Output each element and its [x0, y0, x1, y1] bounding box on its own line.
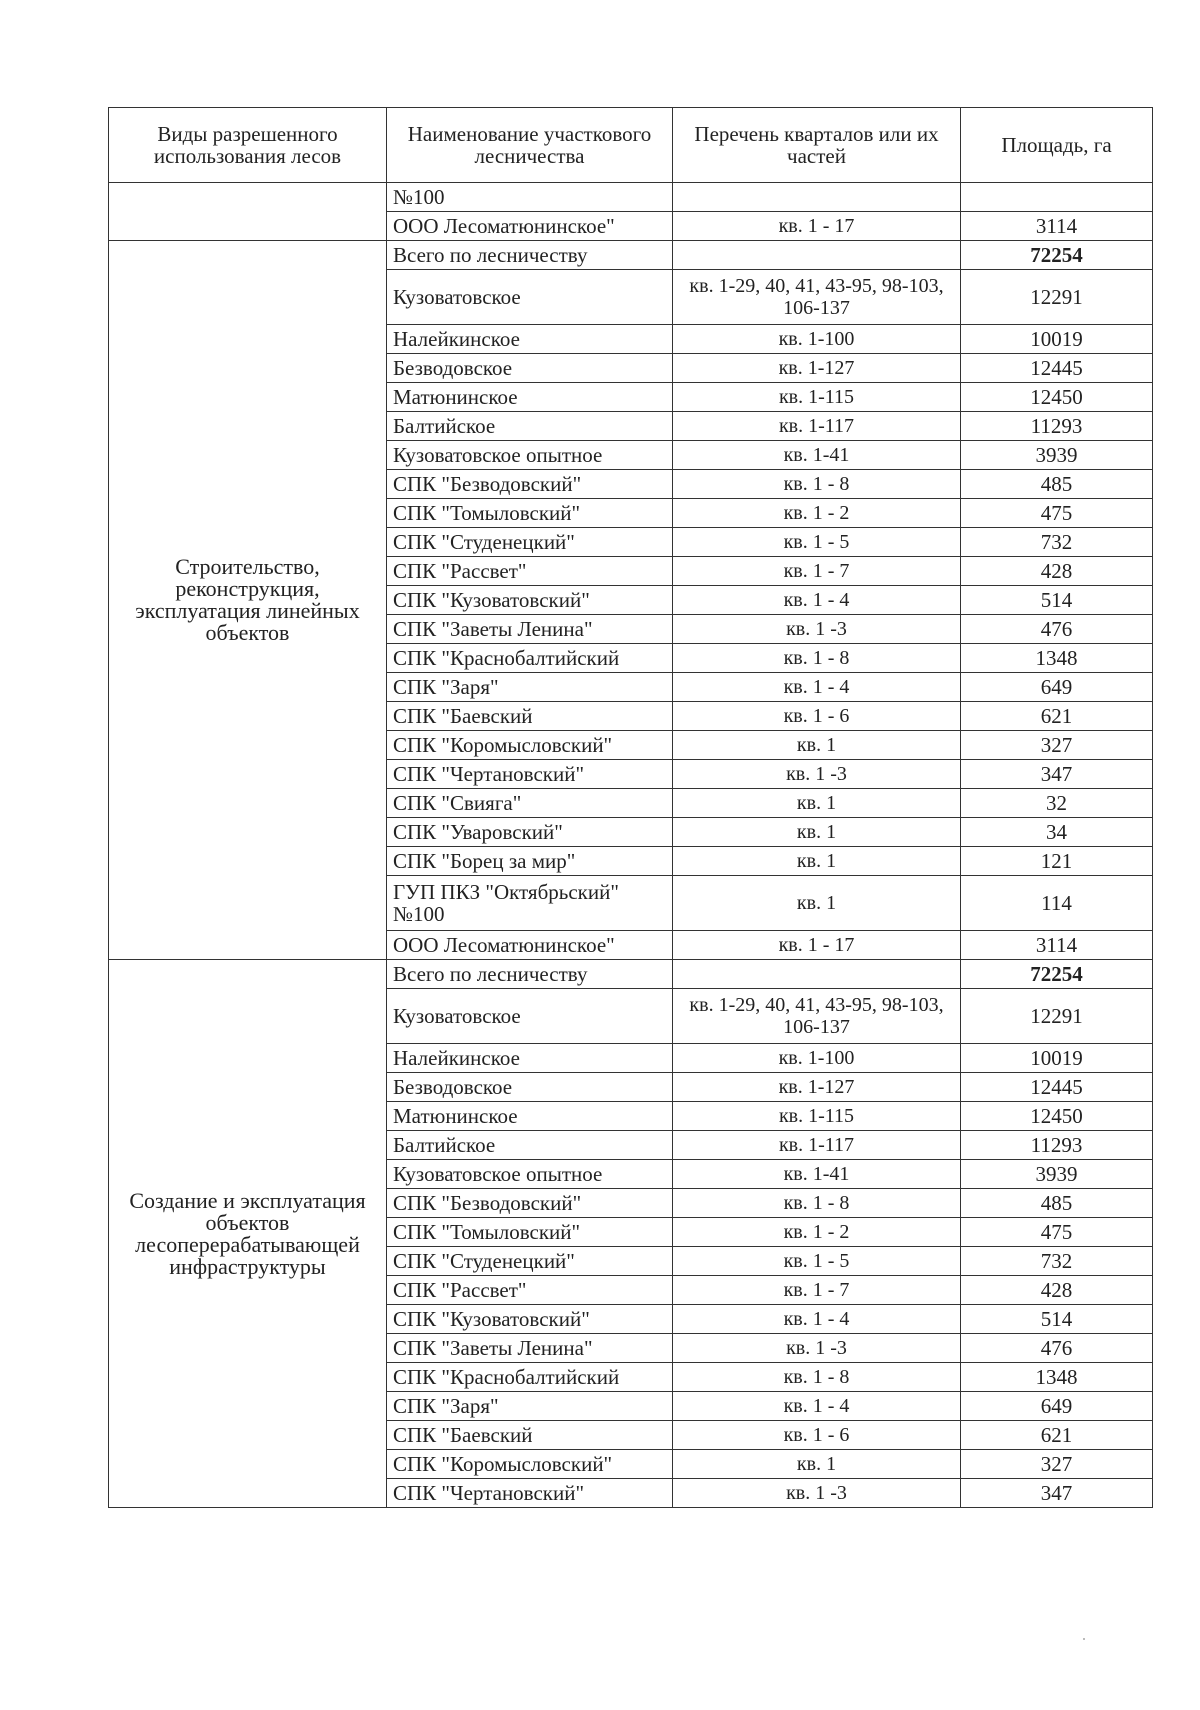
forestry-name-cell: СПК "Заветы Ленина" — [387, 615, 673, 644]
quarters-cell: кв. 1 - 5 — [673, 1247, 961, 1276]
forestry-name-cell: СПК "Рассвет" — [387, 557, 673, 586]
forestry-name-cell: СПК "Кузоватовский" — [387, 586, 673, 615]
quarters-cell: кв. 1-115 — [673, 1102, 961, 1131]
quarters-cell — [673, 183, 961, 212]
quarters-cell: кв. 1 - 17 — [673, 931, 961, 960]
area-cell: 10019 — [961, 325, 1153, 354]
forestry-name-cell: Балтийское — [387, 412, 673, 441]
forestry-name-cell: Матюнинское — [387, 383, 673, 412]
forestry-name-cell: Кузоватовское опытное — [387, 441, 673, 470]
forestry-name-cell: ГУП ПКЗ "Октябрьский" №100 — [387, 876, 673, 931]
quarters-cell: кв. 1 — [673, 1450, 961, 1479]
table-row — [109, 960, 1153, 989]
quarters-cell: кв. 1-117 — [673, 412, 961, 441]
forestry-name-cell: Налейкинское — [387, 325, 673, 354]
quarters-cell: кв. 1-29, 40, 41, 43-95, 98-103, 106-137 — [673, 989, 961, 1044]
area-cell: 10019 — [961, 1044, 1153, 1073]
area-cell: 428 — [961, 557, 1153, 586]
quarters-cell: кв. 1 -3 — [673, 760, 961, 789]
forestry-name-cell: Балтийское — [387, 1131, 673, 1160]
use-type-cell — [109, 183, 387, 241]
table-header-row — [109, 108, 1153, 183]
area-cell: 3939 — [961, 441, 1153, 470]
quarters-cell: кв. 1 - 4 — [673, 1392, 961, 1421]
quarters-cell: кв. 1 - 8 — [673, 644, 961, 673]
quarters-cell: кв. 1 - 2 — [673, 1218, 961, 1247]
quarters-cell: кв. 1 -3 — [673, 615, 961, 644]
quarters-cell: кв. 1 - 6 — [673, 702, 961, 731]
forestry-name-cell: СПК "Борец за мир" — [387, 847, 673, 876]
area-cell: 3114 — [961, 212, 1153, 241]
forestry-name-cell: Безводовское — [387, 1073, 673, 1102]
forestry-name-cell: СПК "Краснобалтийский — [387, 644, 673, 673]
header-area: Площадь, га — [961, 108, 1153, 183]
quarters-cell — [673, 241, 961, 270]
forestry-name-cell: Кузоватовское — [387, 270, 673, 325]
forestry-name-cell: Матюнинское — [387, 1102, 673, 1131]
area-cell: 11293 — [961, 1131, 1153, 1160]
forestry-name-cell: СПК "Кузоватовский" — [387, 1305, 673, 1334]
forestry-name-cell: СПК "Баевский — [387, 702, 673, 731]
forestry-name-cell: СПК "Краснобалтийский — [387, 1363, 673, 1392]
quarters-cell: кв. 1 - 7 — [673, 1276, 961, 1305]
quarters-cell: кв. 1 - 8 — [673, 470, 961, 499]
forest-use-table — [108, 107, 1153, 1508]
area-cell: 475 — [961, 499, 1153, 528]
area-cell: 476 — [961, 1334, 1153, 1363]
forestry-name-cell: №100 — [387, 183, 673, 212]
area-cell — [961, 183, 1153, 212]
area-cell: 12445 — [961, 1073, 1153, 1102]
header-use-type: Виды разрешенного использования лесов — [109, 108, 387, 183]
area-cell: 32 — [961, 789, 1153, 818]
quarters-cell: кв. 1 -3 — [673, 1479, 961, 1508]
use-type-cell: Строительство, реконструкция, эксплуатация линейных объектов — [109, 241, 387, 960]
quarters-cell: кв. 1 — [673, 876, 961, 931]
forestry-name-cell: Кузоватовское опытное — [387, 1160, 673, 1189]
forestry-name-cell: Безводовское — [387, 354, 673, 383]
area-cell: 12450 — [961, 383, 1153, 412]
forestry-name-cell: Всего по лесничеству — [387, 960, 673, 989]
area-cell: 476 — [961, 615, 1153, 644]
use-type-cell: Создание и эксплуатация объектов лесоперерабатывающей инфраструктуры — [109, 960, 387, 1508]
forestry-name-cell: СПК "Безводовский" — [387, 1189, 673, 1218]
area-cell: 514 — [961, 1305, 1153, 1334]
quarters-cell: кв. 1-127 — [673, 1073, 961, 1102]
forestry-name-cell: СПК "Томыловский" — [387, 499, 673, 528]
forestry-name-cell: СПК "Уваровский" — [387, 818, 673, 847]
area-cell: 475 — [961, 1218, 1153, 1247]
area-cell: 327 — [961, 1450, 1153, 1479]
header-forestry-name: Наименование участкового лесничества — [387, 108, 673, 183]
forestry-name-cell: СПК "Заря" — [387, 1392, 673, 1421]
area-cell: 1348 — [961, 644, 1153, 673]
quarters-cell: кв. 1 -3 — [673, 1334, 961, 1363]
forestry-name-cell: СПК "Рассвет" — [387, 1276, 673, 1305]
forestry-name-cell: СПК "Коромысловский" — [387, 731, 673, 760]
area-cell: 72254 — [961, 960, 1153, 989]
quarters-cell: кв. 1-115 — [673, 383, 961, 412]
quarters-cell: кв. 1 - 4 — [673, 586, 961, 615]
area-cell: 34 — [961, 818, 1153, 847]
area-cell: 11293 — [961, 412, 1153, 441]
area-cell: 649 — [961, 673, 1153, 702]
quarters-cell: кв. 1-117 — [673, 1131, 961, 1160]
forestry-name-cell: СПК "Безводовский" — [387, 470, 673, 499]
quarters-cell: кв. 1-41 — [673, 1160, 961, 1189]
area-cell: 732 — [961, 1247, 1153, 1276]
area-cell: 485 — [961, 470, 1153, 499]
quarters-cell — [673, 960, 961, 989]
quarters-cell: кв. 1 - 8 — [673, 1189, 961, 1218]
forestry-name-cell: СПК "Студенецкий" — [387, 528, 673, 557]
quarters-cell: кв. 1-100 — [673, 1044, 961, 1073]
area-cell: 621 — [961, 1421, 1153, 1450]
area-cell: 12291 — [961, 270, 1153, 325]
quarters-cell: кв. 1 - 2 — [673, 499, 961, 528]
forestry-name-cell: Налейкинское — [387, 1044, 673, 1073]
area-cell: 12445 — [961, 354, 1153, 383]
scan-speck — [1083, 1638, 1085, 1640]
quarters-cell: кв. 1 - 5 — [673, 528, 961, 557]
quarters-cell: кв. 1 — [673, 847, 961, 876]
area-cell: 347 — [961, 1479, 1153, 1508]
forestry-name-cell: ООО Лесоматюнинское" — [387, 212, 673, 241]
forestry-name-cell: Кузоватовское — [387, 989, 673, 1044]
quarters-cell: кв. 1 — [673, 818, 961, 847]
forestry-name-cell: СПК "Томыловский" — [387, 1218, 673, 1247]
area-cell: 514 — [961, 586, 1153, 615]
table-row — [109, 241, 1153, 270]
table-body — [109, 183, 1153, 1508]
forestry-name-cell: СПК "Чертановский" — [387, 1479, 673, 1508]
forestry-name-cell: СПК "Чертановский" — [387, 760, 673, 789]
area-cell: 428 — [961, 1276, 1153, 1305]
area-cell: 121 — [961, 847, 1153, 876]
area-cell: 72254 — [961, 241, 1153, 270]
forestry-name-cell: Всего по лесничеству — [387, 241, 673, 270]
area-cell: 1348 — [961, 1363, 1153, 1392]
forestry-name-cell: СПК "Свияга" — [387, 789, 673, 818]
area-cell: 12450 — [961, 1102, 1153, 1131]
forestry-name-cell: СПК "Студенецкий" — [387, 1247, 673, 1276]
area-cell: 732 — [961, 528, 1153, 557]
quarters-cell: кв. 1 - 6 — [673, 1421, 961, 1450]
quarters-cell: кв. 1-100 — [673, 325, 961, 354]
area-cell: 621 — [961, 702, 1153, 731]
quarters-cell: кв. 1-29, 40, 41, 43-95, 98-103, 106-137 — [673, 270, 961, 325]
forestry-name-cell: СПК "Заветы Ленина" — [387, 1334, 673, 1363]
quarters-cell: кв. 1 — [673, 789, 961, 818]
quarters-cell: кв. 1 - 8 — [673, 1363, 961, 1392]
area-cell: 649 — [961, 1392, 1153, 1421]
area-cell: 3939 — [961, 1160, 1153, 1189]
quarters-cell: кв. 1 - 4 — [673, 1305, 961, 1334]
area-cell: 12291 — [961, 989, 1153, 1044]
header-quarters: Перечень кварталов или их частей — [673, 108, 961, 183]
forestry-name-cell: ООО Лесоматюнинское" — [387, 931, 673, 960]
forestry-name-cell: СПК "Заря" — [387, 673, 673, 702]
area-cell: 347 — [961, 760, 1153, 789]
quarters-cell: кв. 1 — [673, 731, 961, 760]
area-cell: 485 — [961, 1189, 1153, 1218]
area-cell: 3114 — [961, 931, 1153, 960]
area-cell: 327 — [961, 731, 1153, 760]
area-cell: 114 — [961, 876, 1153, 931]
forestry-name-cell: СПК "Баевский — [387, 1421, 673, 1450]
quarters-cell: кв. 1 - 4 — [673, 673, 961, 702]
quarters-cell: кв. 1 - 7 — [673, 557, 961, 586]
quarters-cell: кв. 1-127 — [673, 354, 961, 383]
quarters-cell: кв. 1-41 — [673, 441, 961, 470]
table-row — [109, 183, 1153, 212]
quarters-cell: кв. 1 - 17 — [673, 212, 961, 241]
forestry-name-cell: СПК "Коромысловский" — [387, 1450, 673, 1479]
